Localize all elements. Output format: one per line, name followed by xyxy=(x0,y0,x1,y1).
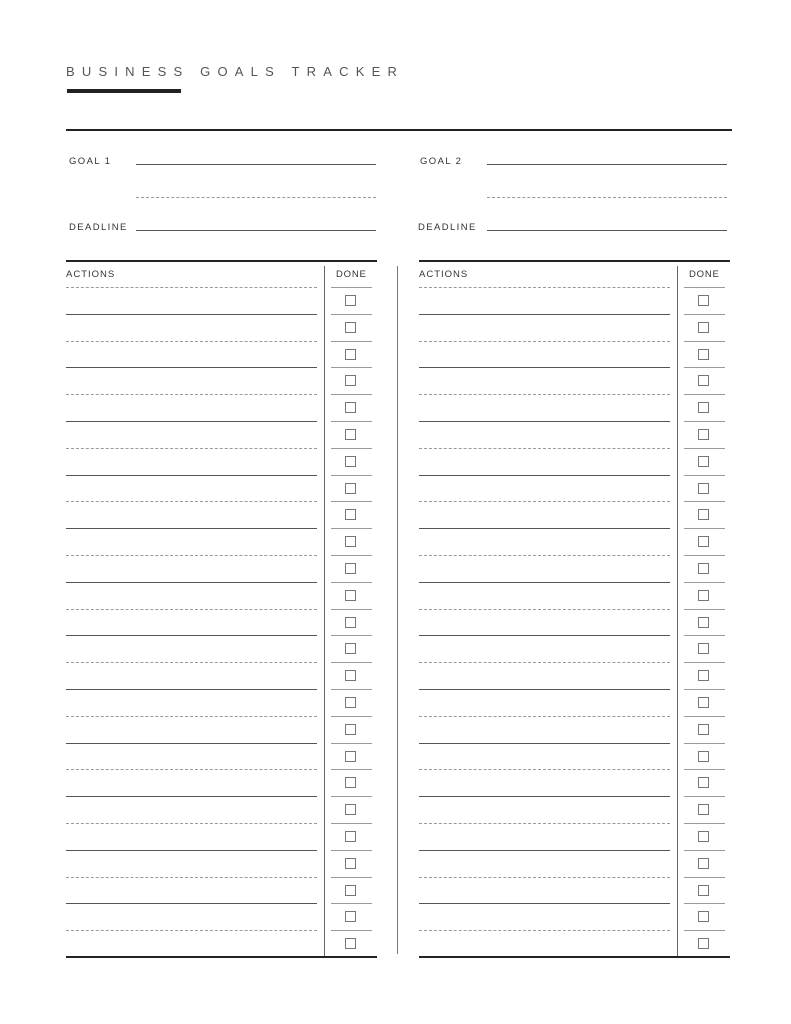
done-separator xyxy=(684,689,725,690)
action-row xyxy=(419,903,730,930)
action-line[interactable] xyxy=(419,448,670,449)
action-line[interactable] xyxy=(66,903,317,904)
done-checkbox[interactable] xyxy=(345,483,356,494)
action-line[interactable] xyxy=(419,421,670,422)
panel-bottom-rule xyxy=(66,956,377,958)
done-separator xyxy=(684,528,725,529)
done-checkbox[interactable] xyxy=(345,295,356,306)
done-separator xyxy=(331,769,372,770)
done-separator xyxy=(331,609,372,610)
action-row xyxy=(419,555,730,582)
done-checkbox[interactable] xyxy=(698,429,709,440)
done-separator xyxy=(684,716,725,717)
page-title: BUSINESS GOALS TRACKER xyxy=(66,64,405,79)
done-checkbox[interactable] xyxy=(698,643,709,654)
action-row xyxy=(66,689,377,716)
done-checkbox[interactable] xyxy=(345,402,356,413)
done-separator xyxy=(331,287,372,288)
action-row xyxy=(419,635,730,662)
done-checkbox[interactable] xyxy=(345,911,356,922)
done-checkbox[interactable] xyxy=(698,483,709,494)
action-row xyxy=(419,394,730,421)
action-line[interactable] xyxy=(419,716,670,717)
panel-divider xyxy=(397,266,398,954)
action-rows xyxy=(419,287,730,957)
action-line[interactable] xyxy=(419,796,670,797)
done-checkbox[interactable] xyxy=(345,429,356,440)
action-row xyxy=(419,769,730,796)
done-separator xyxy=(331,501,372,502)
action-row xyxy=(419,475,730,502)
action-rows xyxy=(66,287,377,957)
action-row xyxy=(66,877,377,904)
action-row xyxy=(66,850,377,877)
action-line[interactable] xyxy=(419,394,670,395)
action-line[interactable] xyxy=(66,930,317,931)
action-row xyxy=(419,743,730,770)
action-row xyxy=(419,448,730,475)
action-line[interactable] xyxy=(66,662,317,663)
done-checkbox[interactable] xyxy=(345,938,356,949)
done-checkbox[interactable] xyxy=(345,777,356,788)
action-line[interactable] xyxy=(66,635,317,636)
action-row xyxy=(419,930,730,957)
action-row xyxy=(419,341,730,368)
done-checkbox[interactable] xyxy=(345,349,356,360)
action-line[interactable] xyxy=(419,314,670,315)
done-checkbox[interactable] xyxy=(345,617,356,628)
done-checkbox[interactable] xyxy=(345,643,356,654)
done-header: DONE xyxy=(689,269,720,280)
goal-2-label: GOAL 2 xyxy=(420,156,463,167)
goal-1-line[interactable] xyxy=(136,164,376,165)
done-header: DONE xyxy=(336,269,367,280)
action-line[interactable] xyxy=(66,609,317,610)
actions-panel-2 xyxy=(419,260,730,958)
done-separator xyxy=(684,850,725,851)
done-checkbox[interactable] xyxy=(698,456,709,467)
actions-panel-1 xyxy=(66,260,377,958)
done-checkbox[interactable] xyxy=(345,724,356,735)
done-checkbox[interactable] xyxy=(345,536,356,547)
action-row xyxy=(66,367,377,394)
done-checkbox[interactable] xyxy=(698,670,709,681)
done-checkbox[interactable] xyxy=(345,885,356,896)
action-row xyxy=(419,609,730,636)
action-row xyxy=(66,635,377,662)
action-line[interactable] xyxy=(419,743,670,744)
action-row xyxy=(419,796,730,823)
done-separator xyxy=(331,716,372,717)
action-line[interactable] xyxy=(419,823,670,824)
action-line[interactable] xyxy=(419,877,670,878)
deadline-1-label: DEADLINE xyxy=(69,222,128,233)
done-separator xyxy=(684,903,725,904)
actions-header: ACTIONS xyxy=(419,269,469,280)
done-separator xyxy=(684,394,725,395)
action-row xyxy=(419,367,730,394)
done-separator xyxy=(331,743,372,744)
deadline-1-line[interactable] xyxy=(136,230,376,231)
done-separator xyxy=(331,314,372,315)
done-checkbox[interactable] xyxy=(345,509,356,520)
done-checkbox[interactable] xyxy=(698,751,709,762)
action-row xyxy=(419,287,730,314)
done-checkbox[interactable] xyxy=(698,295,709,306)
done-separator xyxy=(331,635,372,636)
action-row xyxy=(419,528,730,555)
done-checkbox[interactable] xyxy=(345,697,356,708)
action-line[interactable] xyxy=(419,475,670,476)
action-line[interactable] xyxy=(66,448,317,449)
done-checkbox[interactable] xyxy=(345,751,356,762)
done-checkbox[interactable] xyxy=(345,831,356,842)
action-line[interactable] xyxy=(66,555,317,556)
done-separator xyxy=(684,448,725,449)
goal-2-line[interactable] xyxy=(487,164,727,165)
done-checkbox[interactable] xyxy=(698,885,709,896)
action-row xyxy=(419,689,730,716)
done-checkbox[interactable] xyxy=(698,590,709,601)
done-separator xyxy=(331,528,372,529)
done-separator xyxy=(684,501,725,502)
action-line[interactable] xyxy=(66,877,317,878)
action-line[interactable] xyxy=(419,367,670,368)
action-line[interactable] xyxy=(419,903,670,904)
action-row xyxy=(419,850,730,877)
deadline-2-label: DEADLINE xyxy=(418,222,477,233)
action-row xyxy=(66,475,377,502)
action-row xyxy=(66,528,377,555)
done-separator xyxy=(331,582,372,583)
done-separator xyxy=(684,555,725,556)
action-row xyxy=(66,421,377,448)
action-row xyxy=(66,743,377,770)
done-separator xyxy=(331,475,372,476)
deadline-2-line[interactable] xyxy=(487,230,727,231)
done-separator xyxy=(684,796,725,797)
action-row xyxy=(66,448,377,475)
action-row xyxy=(66,394,377,421)
action-row xyxy=(66,903,377,930)
action-row xyxy=(66,501,377,528)
done-separator xyxy=(331,394,372,395)
action-line[interactable] xyxy=(66,287,317,288)
action-row xyxy=(66,716,377,743)
action-row xyxy=(66,287,377,314)
action-line[interactable] xyxy=(419,528,670,529)
done-checkbox[interactable] xyxy=(698,911,709,922)
done-checkbox[interactable] xyxy=(698,804,709,815)
done-checkbox[interactable] xyxy=(345,804,356,815)
action-row xyxy=(66,796,377,823)
done-separator xyxy=(331,341,372,342)
done-separator xyxy=(684,341,725,342)
action-line[interactable] xyxy=(66,475,317,476)
done-separator xyxy=(331,689,372,690)
action-line[interactable] xyxy=(419,769,670,770)
done-checkbox[interactable] xyxy=(698,509,709,520)
done-checkbox[interactable] xyxy=(698,858,709,869)
action-line[interactable] xyxy=(419,689,670,690)
action-row xyxy=(66,582,377,609)
action-line[interactable] xyxy=(66,769,317,770)
done-separator xyxy=(331,367,372,368)
action-line[interactable] xyxy=(66,850,317,851)
done-separator xyxy=(331,930,372,931)
title-underline xyxy=(67,89,181,93)
action-row xyxy=(419,314,730,341)
done-checkbox[interactable] xyxy=(698,402,709,413)
done-separator xyxy=(331,662,372,663)
done-separator xyxy=(684,421,725,422)
action-row xyxy=(419,823,730,850)
action-line[interactable] xyxy=(66,341,317,342)
goal-1-label: GOAL 1 xyxy=(69,156,112,167)
panel-top-rule xyxy=(66,260,377,262)
done-separator xyxy=(684,877,725,878)
done-checkbox[interactable] xyxy=(698,777,709,788)
action-line[interactable] xyxy=(419,635,670,636)
done-separator xyxy=(684,609,725,610)
action-line[interactable] xyxy=(66,314,317,315)
done-separator xyxy=(684,662,725,663)
action-line[interactable] xyxy=(419,609,670,610)
action-line[interactable] xyxy=(419,582,670,583)
done-separator xyxy=(684,287,725,288)
done-separator xyxy=(684,769,725,770)
action-line[interactable] xyxy=(66,528,317,529)
action-line[interactable] xyxy=(419,555,670,556)
done-checkbox[interactable] xyxy=(698,349,709,360)
action-row xyxy=(66,314,377,341)
done-separator xyxy=(331,823,372,824)
done-separator xyxy=(331,448,372,449)
done-checkbox[interactable] xyxy=(698,536,709,547)
action-line[interactable] xyxy=(66,582,317,583)
goal-1-line-2[interactable] xyxy=(136,197,376,198)
action-row xyxy=(66,823,377,850)
action-row xyxy=(66,341,377,368)
top-rule xyxy=(66,129,732,131)
goal-2-line-2[interactable] xyxy=(487,197,727,198)
action-row xyxy=(419,716,730,743)
done-separator xyxy=(684,635,725,636)
action-line[interactable] xyxy=(419,287,670,288)
done-checkbox[interactable] xyxy=(698,697,709,708)
action-line[interactable] xyxy=(419,501,670,502)
action-line[interactable] xyxy=(66,716,317,717)
action-line[interactable] xyxy=(419,341,670,342)
done-separator xyxy=(331,877,372,878)
done-separator xyxy=(684,367,725,368)
done-checkbox[interactable] xyxy=(345,858,356,869)
done-checkbox[interactable] xyxy=(345,670,356,681)
action-line[interactable] xyxy=(66,823,317,824)
panel-bottom-rule xyxy=(419,956,730,958)
done-separator xyxy=(684,930,725,931)
done-separator xyxy=(331,796,372,797)
actions-header: ACTIONS xyxy=(66,269,116,280)
action-row xyxy=(66,662,377,689)
done-separator xyxy=(331,850,372,851)
done-checkbox[interactable] xyxy=(345,563,356,574)
done-separator xyxy=(331,555,372,556)
done-separator xyxy=(684,314,725,315)
done-checkbox[interactable] xyxy=(698,375,709,386)
action-line[interactable] xyxy=(66,367,317,368)
action-line[interactable] xyxy=(419,662,670,663)
panel-top-rule xyxy=(419,260,730,262)
done-checkbox[interactable] xyxy=(698,322,709,333)
action-row xyxy=(419,501,730,528)
done-checkbox[interactable] xyxy=(345,322,356,333)
done-checkbox[interactable] xyxy=(698,831,709,842)
done-checkbox[interactable] xyxy=(698,617,709,628)
action-line[interactable] xyxy=(66,421,317,422)
done-checkbox[interactable] xyxy=(698,938,709,949)
action-row xyxy=(66,555,377,582)
action-line[interactable] xyxy=(66,743,317,744)
action-line[interactable] xyxy=(419,930,670,931)
done-separator xyxy=(331,903,372,904)
done-separator xyxy=(684,743,725,744)
action-line[interactable] xyxy=(66,394,317,395)
action-row xyxy=(419,662,730,689)
action-row xyxy=(66,930,377,957)
done-checkbox[interactable] xyxy=(345,456,356,467)
done-checkbox[interactable] xyxy=(345,590,356,601)
done-separator xyxy=(684,823,725,824)
action-row xyxy=(419,421,730,448)
action-row xyxy=(66,769,377,796)
action-line[interactable] xyxy=(66,501,317,502)
done-separator xyxy=(684,475,725,476)
action-row xyxy=(419,582,730,609)
action-line[interactable] xyxy=(419,850,670,851)
done-separator xyxy=(684,582,725,583)
done-separator xyxy=(331,421,372,422)
action-line[interactable] xyxy=(66,689,317,690)
done-checkbox[interactable] xyxy=(698,563,709,574)
action-row xyxy=(66,609,377,636)
action-line[interactable] xyxy=(66,796,317,797)
action-row xyxy=(419,877,730,904)
done-checkbox[interactable] xyxy=(698,724,709,735)
done-checkbox[interactable] xyxy=(345,375,356,386)
